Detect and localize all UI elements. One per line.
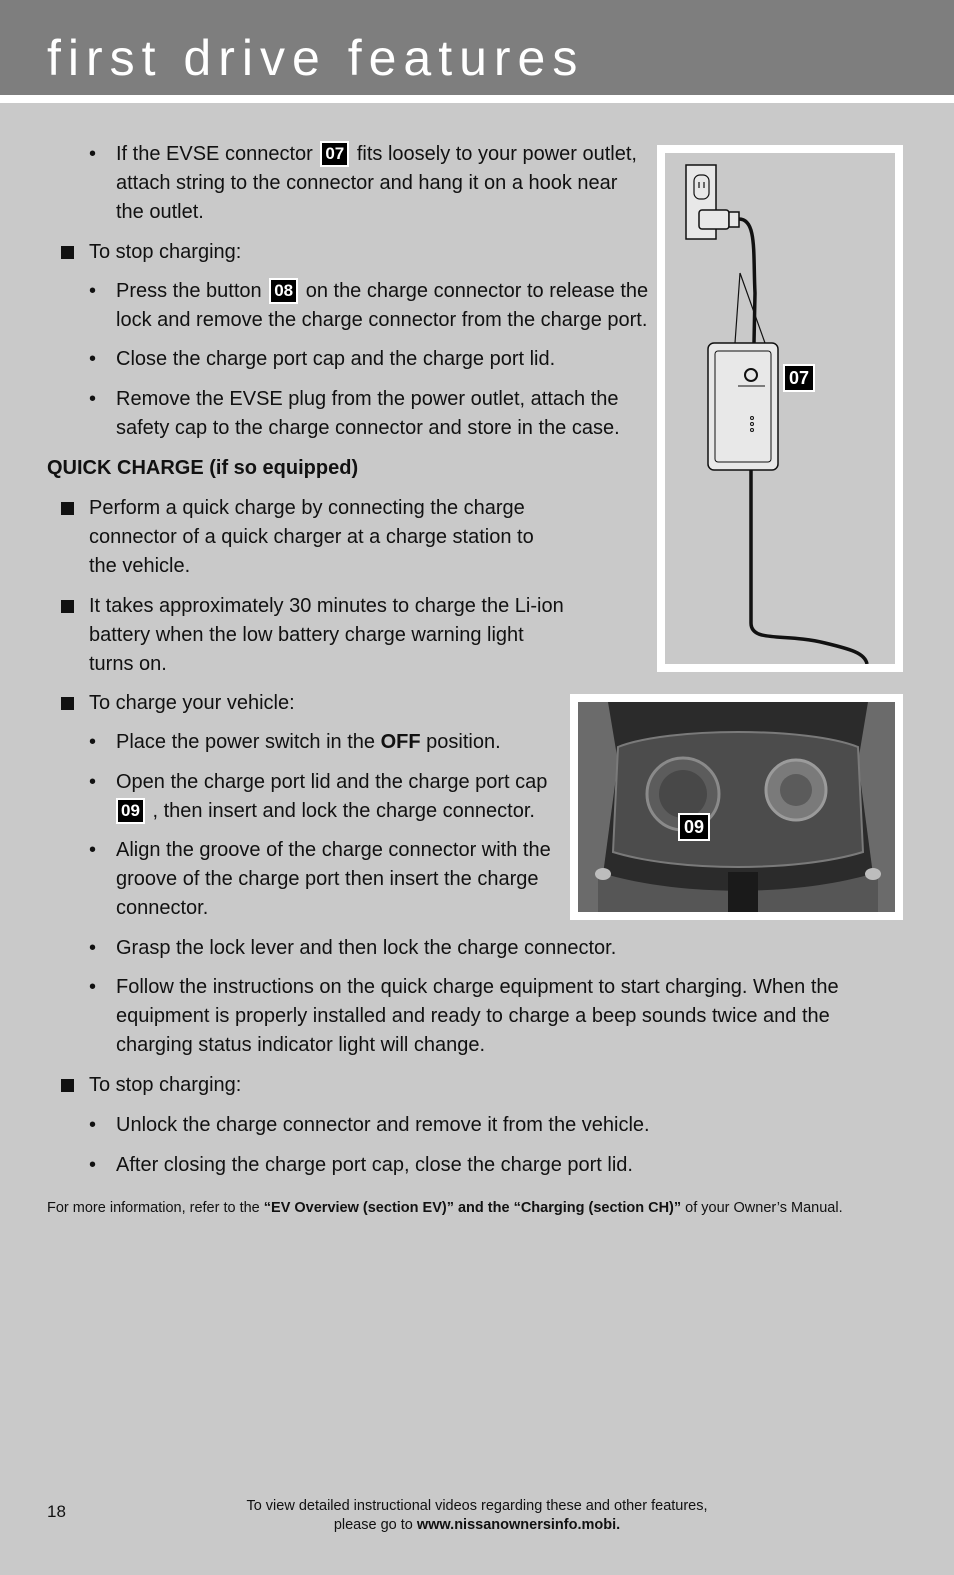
bullet-dot: • [89, 839, 97, 861]
quick-charge-heading: QUICK CHARGE (if so equipped) [47, 457, 359, 479]
charge-step-3-line1: Align the groove of the charge connector with the [116, 839, 551, 861]
footer-line-2: please go to www.nissanownersinfo.mobi. [333, 1517, 621, 1533]
page-title: first drive features [47, 30, 585, 86]
stop-bullet-2: Close the charge port cap and the charge port lid. [116, 348, 556, 370]
quick-para-1-line1: Perform a quick charge by connecting the charge [89, 497, 525, 519]
quick-para-1-line3: the vehicle. [89, 555, 191, 577]
quick-para-2-line2: battery when the low battery charge warning light [89, 624, 524, 646]
square-bullet [61, 697, 74, 710]
stop-charging-label-2: To stop charging: [89, 1074, 242, 1096]
owners-info-link[interactable]: www.nissanownersinfo.mobi. [416, 1517, 621, 1533]
callout-badge-09: 09 [116, 798, 145, 824]
bullet-dot: • [89, 1154, 97, 1176]
bullet-dot: • [89, 731, 97, 753]
charge-vehicle-label: To charge your vehicle: [89, 692, 295, 714]
page-footer [0, 1497, 954, 1535]
stop2-bullet-1: Unlock the charge connector and remove it from the vehicle. [116, 1114, 650, 1136]
bullet-dot: • [89, 388, 97, 410]
charge-step-5-line1: Follow the instructions on the quick charge equipment to start charging. When the [116, 976, 839, 998]
quick-para-2-line3: turns on. [89, 653, 167, 675]
stop-bullet-1-line2: lock and remove the charge connector from the charge port. [116, 309, 648, 331]
bullet-dot: • [89, 143, 97, 165]
stop-bullet-3-line1: Remove the EVSE plug from the power outlet, attach the [116, 388, 619, 410]
charge-step-1: Place the power switch in the OFF position. [116, 731, 501, 753]
footer-line-1: To view detailed instructional videos regarding these and other features, [246, 1498, 708, 1514]
bullet-dot: • [89, 937, 97, 959]
bullet-dot: • [89, 976, 97, 998]
callout-badge-08: 08 [269, 278, 298, 304]
evse-drawing [665, 153, 895, 664]
charge-port-photo-area [578, 702, 895, 912]
stop-charging-label: To stop charging: [89, 241, 242, 263]
evse-illustration-area [665, 153, 895, 664]
header-divider [0, 95, 954, 103]
figure-label-09: 09 [678, 813, 710, 841]
stop-bullet-3-line2: safety cap to the charge connector and store in the case. [116, 417, 620, 439]
bullet-dot: • [89, 771, 97, 793]
stop-bullet-1-line1: Press the button 08 on the charge connector to release the [116, 280, 649, 302]
figure-label-07: 07 [783, 364, 815, 392]
square-bullet [61, 600, 74, 613]
square-bullet [61, 502, 74, 515]
evse-bullet-line3: the outlet. [116, 201, 204, 223]
bullet-dot: • [89, 348, 97, 370]
square-bullet [61, 246, 74, 259]
charge-step-4: Grasp the lock lever and then lock the charge connector. [116, 937, 617, 959]
evse-bullet-line1: If the EVSE connector 07 fits loosely to your power outlet, [116, 143, 637, 165]
charge-step-5-line2: equipment is properly installed and ready to charge a beep sounds twice and the [116, 1005, 830, 1027]
manual-reference-note: For more information, refer to the “EV Overview (section EV)” and the “Charging (section CH)” of your Owner’s Manual. [47, 1200, 843, 1216]
quick-para-1-line2: connector of a quick charger at a charge station to [89, 526, 534, 548]
evse-bullet-line2: attach string to the connector and hang it on a hook near [116, 172, 618, 194]
page-number: 18 [47, 1502, 66, 1521]
bullet-dot: • [89, 280, 97, 302]
charge-step-3-line2: groove of the charge port then insert the charge [116, 868, 539, 890]
stop2-bullet-2: After closing the charge port cap, close the charge port lid. [116, 1154, 633, 1176]
charge-step-3-line3: connector. [116, 897, 209, 919]
quick-para-2-line1: It takes approximately 30 minutes to charge the Li-ion [89, 595, 564, 617]
charge-step-5-line3: charging status indicator light will change. [116, 1034, 486, 1056]
callout-badge-07: 07 [320, 141, 349, 167]
charge-step-2-line1: Open the charge port lid and the charge port cap [116, 771, 548, 793]
bullet-dot: • [89, 1114, 97, 1136]
charge-port-photo [570, 694, 903, 920]
charge-step-2-line2: 09 , then insert and lock the charge connector. [116, 797, 535, 826]
evse-illustration [657, 145, 903, 672]
charge-port-drawing [578, 702, 895, 912]
square-bullet [61, 1079, 74, 1092]
